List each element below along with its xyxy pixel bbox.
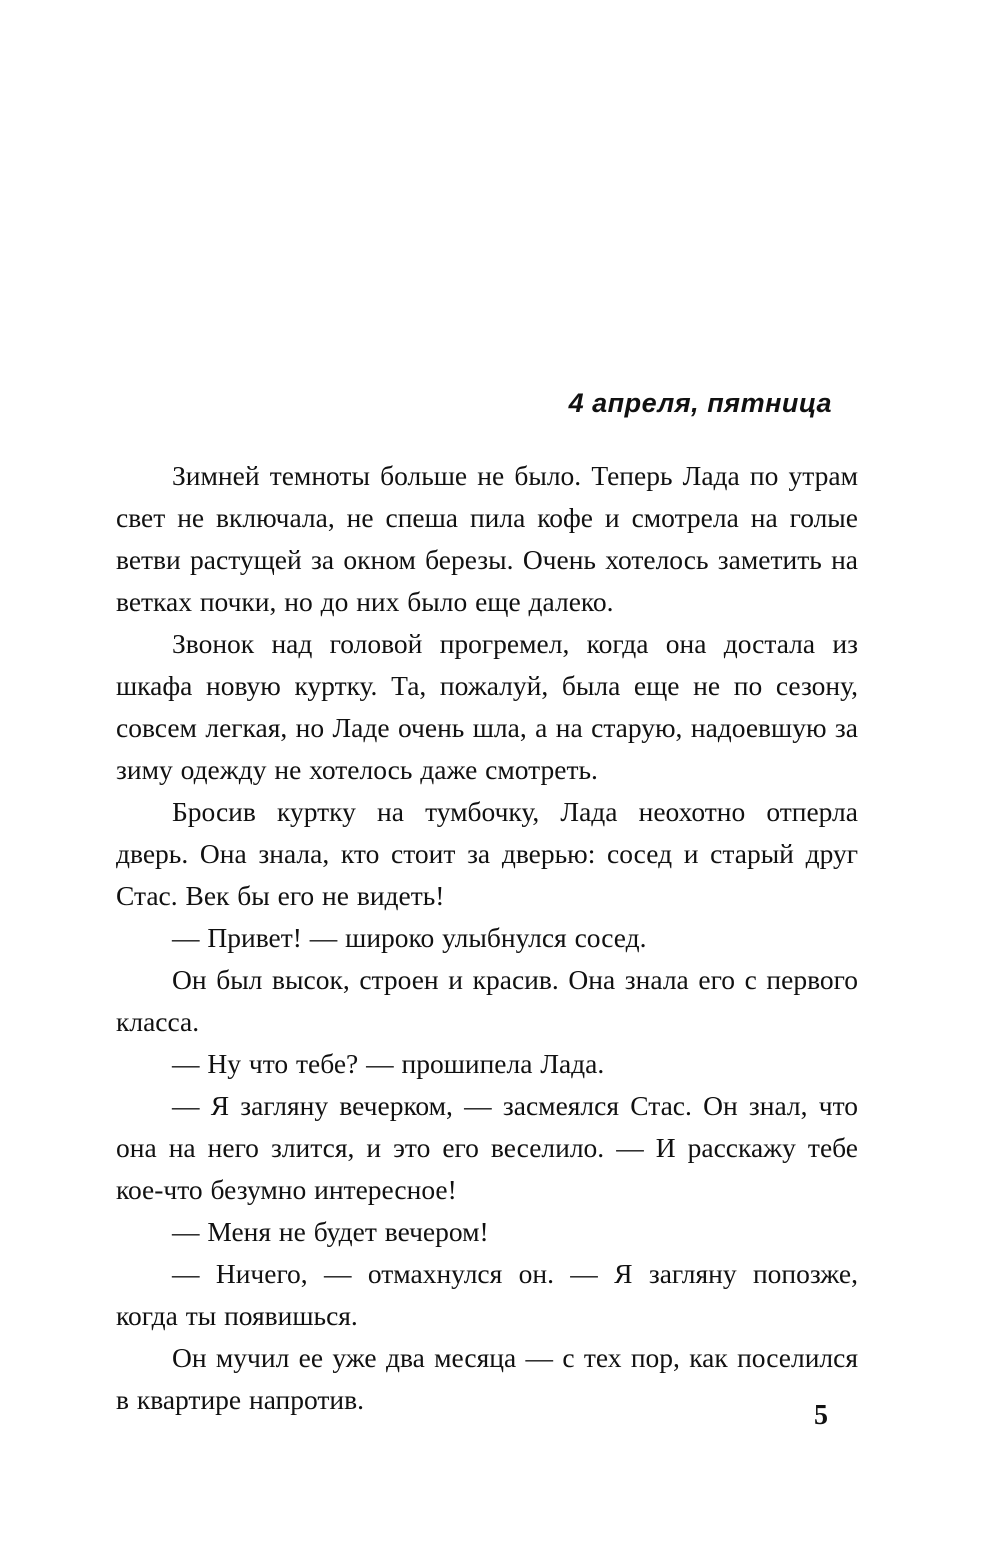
- paragraph: — Я загляну вечерком, — засмеялся Стас. Он знал, что она на него злится, и это его веселило. — И расскажу тебе кое-что безумно интересное!: [116, 1090, 858, 1205]
- paragraph: Он мучил ее уже два месяца — с тех пор, как поселился в квартире напротив.: [116, 1342, 858, 1415]
- paragraph: — Ну что тебе? — прошипела Лада.: [172, 1048, 605, 1079]
- paragraph: — Меня не будет вечером!: [172, 1216, 489, 1247]
- paragraph: — Привет! — широко улыбнулся сосед.: [172, 922, 647, 953]
- paragraph: Бросив куртку на тумбочку, Лада неохотно отперла дверь. Она знала, кто стоит за дверью: сосед и старый друг Стас. Век бы его не видеть!: [116, 796, 858, 911]
- body-text: [116, 455, 858, 1421]
- paragraph: Он был высок, строен и красив. Она знала его с первого класса.: [116, 964, 858, 1037]
- paragraph: Звонок над головой прогремел, когда она достала из шкафа новую куртку. Та, пожалуй, была еще не по сезону, совсем легкая, но Ладе очень шла, а на старую, надоевшую за зиму одежду не хотелось даже смотреть.: [116, 628, 858, 785]
- text-block: [116, 388, 858, 1421]
- paragraph: Зимней темноты больше не было. Теперь Лада по утрам свет не включала, не спеша пила кофе и смотрела на голые ветви растущей за окном березы. Очень хотелось заметить на ветках почки, но до них было еще далеко.: [116, 460, 858, 617]
- paragraph: — Ничего, — отмахнулся он. — Я загляну попозже, когда ты появишься.: [116, 1258, 858, 1331]
- date-heading: 4 апреля, пятница: [568, 388, 832, 418]
- page-number: 5: [814, 1400, 828, 1431]
